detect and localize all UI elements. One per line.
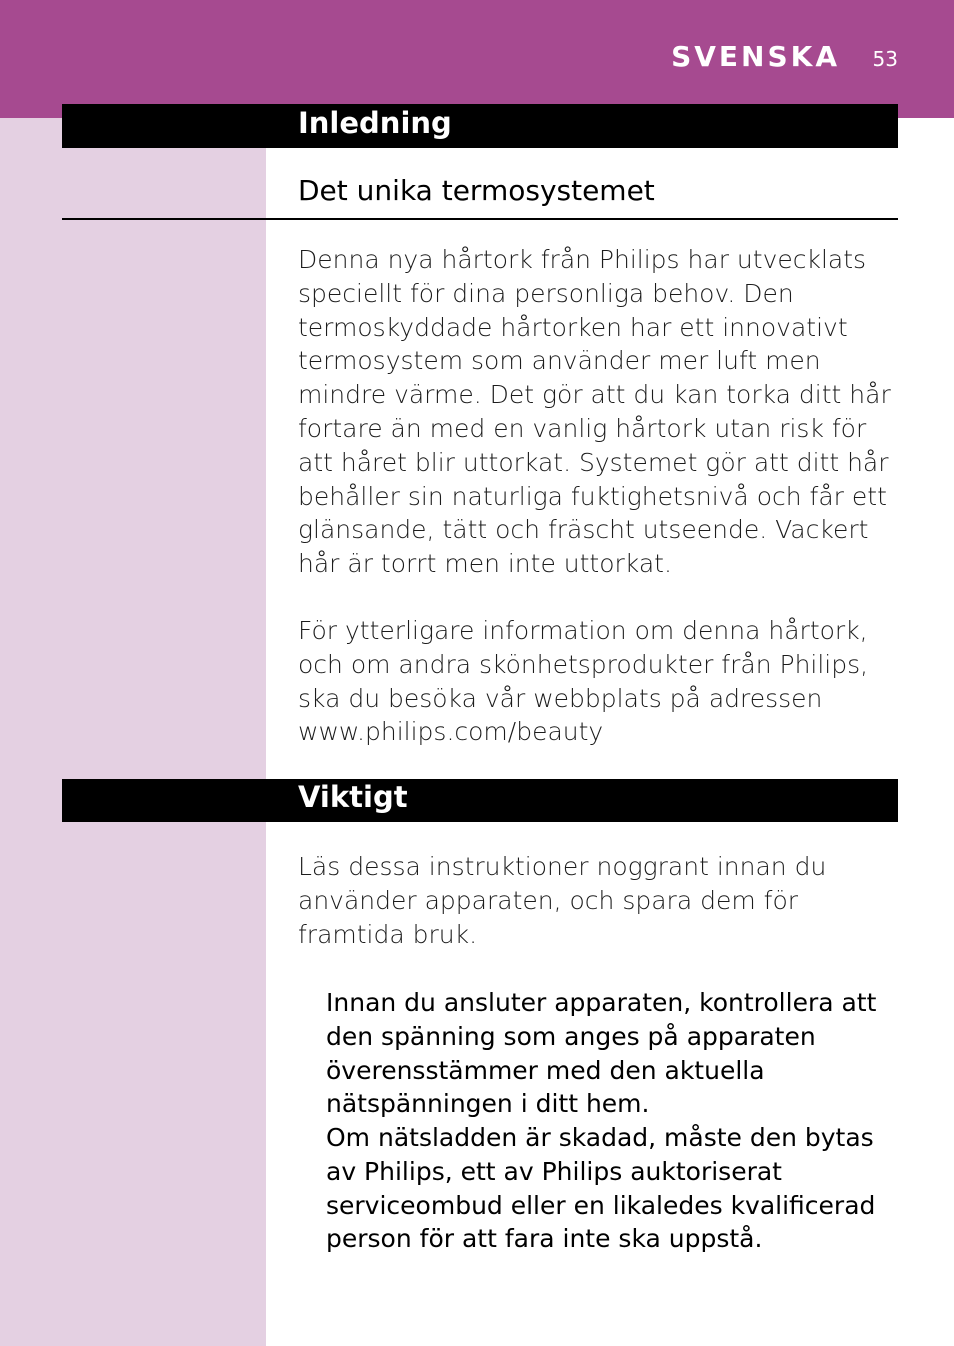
subsection-title: Det unika termosystemet [298,174,655,207]
sidebar-tint [0,118,266,1346]
important-intro-paragraph: Läs dessa instruktioner noggrant innan du använder apparaten, och spara dem för framtida bruk. [298,852,827,949]
website-paragraph: För ytterligare information om denna hårtork, och om andra skönhetsprodukter från Philips, ska du besöka vår webbplats på adressen www.philips.com/beauty [298,616,869,747]
intro-paragraph: Denna nya hårtork från Philips har utvecklats speciellt för dina personliga behov. Den termoskyddade hårtorken har ett innovativt termosystem som använder mer luft men mindre värme. Det gör att du kan torka ditt hår fortare än med en vanlig hårtork utan risk för att håret blir uttorkat. Systemet gör att ditt hår behåller sin naturliga fuktighetsnivå och får ett glänsande, tätt och fräscht utseende. Vackert hår är torrt men inte uttorkat. [298,245,891,579]
section-bar-important [62,779,898,822]
warning-item: Innan du ansluter apparaten, kontrollera att den spänning som anges på apparaten överensstämmer med den aktuella nätspänningen i ditt hem. [326,988,877,1119]
page-number: 53 [872,47,898,71]
section-title-important: Viktigt [298,780,408,814]
language-label: SVENSKA [671,40,840,73]
section-bar-intro [62,104,898,148]
subsection-divider [62,218,898,220]
section-title-intro: Inledning [298,106,452,140]
warning-item: Om nätsladden är skadad, måste den bytas av Philips, ett av Philips auktoriserat serviceombud eller en likaledes kvalificerad person för att fara inte ska uppstå. [326,1123,876,1254]
